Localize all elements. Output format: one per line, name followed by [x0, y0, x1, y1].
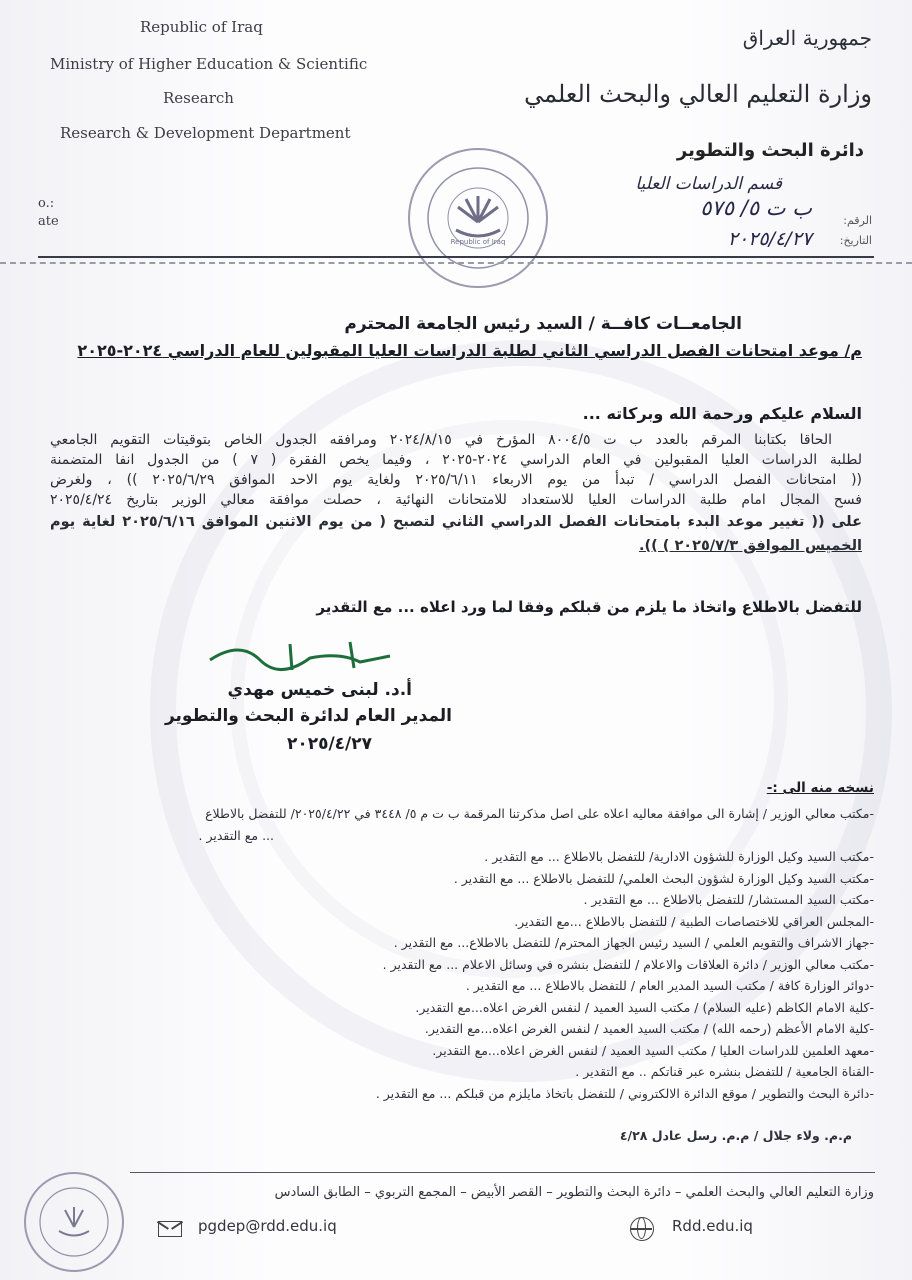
- copy-item: -كلية الامام الكاظم (عليه السلام) / مكتب السيد العميد / لنفس الغرض اعلاه...مع التقدير.: [415, 999, 874, 1015]
- copy-item: -مكتب السيد وكيل الوزارة للشؤون الادارية/ للتفضل بالاطلاع ... مع التقدير .: [484, 849, 874, 864]
- ar-department: دائرة البحث والتطوير: [676, 140, 864, 161]
- copy-item: -كلية الامام الأعظم (رحمه الله) / مكتب السيد العميد / لنفس الغرض اعلاه...مع التقدير.: [424, 1021, 874, 1036]
- seal-text: Republic of Iraq: [450, 238, 506, 246]
- seal-emblem-icon: [412, 152, 544, 284]
- en-department: Research & Development Department: [60, 124, 351, 142]
- ar-republic: جمهورية العراق: [742, 26, 872, 50]
- footer-email[interactable]: pgdep@rdd.edu.iq: [198, 1217, 337, 1235]
- date-value-handwritten: ٢٠٢٥/٤/٢٧: [727, 228, 812, 250]
- body-line-6: الخميس الموافق ٢٠٢٥/٧/٣ ) )).: [638, 538, 862, 554]
- body-line-2: لطلبة الدراسات العليا المقبولين في العام الدراسي ٢٠٢٤-٢٠٢٥ ، وفيما يخص الفقرة ( ٧ ) من الجدول انفا المتضمنة: [50, 452, 862, 468]
- copy-item: -مكتب معالي الوزير / إشارة الى موافقة معاليه اعلاه على اصل مذكرتنا المرقمة ب ت م ٥/ ٣٤٤٨ في ٢٠٢٥/٤/٢٢/ للتفضل بالاطلاع: [205, 806, 874, 821]
- copy-item: -مكتب السيد المستشار/ للتفضل بالاطلاع ... مع التقدير .: [583, 892, 874, 907]
- subject: م/ موعد امتحانات الفصل الدراسي الثاني لطلبة الدراسات العليا المقبولين للعام الدراسي ٢٠٢٤-٢٠٢٥: [77, 341, 862, 360]
- greeting: السلام عليكم ورحمة الله وبركاته ...: [582, 404, 862, 423]
- footer-address: وزارة التعليم العالي والبحث العلمي – دائرة البحث والتطوير – القصر الأبيض – المجمع التربوي – الطابق السادس: [274, 1185, 874, 1200]
- ar-section-handwritten: قسم الدراسات العليا: [635, 174, 782, 194]
- ref-value-handwritten: ب ت ٥/ ٥٧٥: [700, 196, 812, 220]
- footer-website[interactable]: Rdd.edu.iq: [672, 1217, 753, 1235]
- copies-heading: نسخه منه الى :-: [766, 780, 874, 796]
- letter-body: [50, 430, 862, 558]
- ministry-seal: [408, 148, 548, 288]
- copy-item: -دوائر الوزارة كافة / مكتب السيد المدير العام / للتفضل بالاطلاع ... مع التقدير .: [465, 978, 874, 993]
- body-line-3: (( امتحانات الفصل الدراسي / تبدأ من يوم الاربعاء ٢٠٢٥/٦/١١ ولغاية يوم الاحد الموافق ٢٠٢٥/٦/٢٩ )) ، ولغرض: [50, 472, 862, 488]
- en-ministry: Ministry of Higher Education & Scientific: [50, 55, 368, 73]
- copy-item: -دائرة البحث والتطوير / موقع الدائرة الالكتروني / للتفضل باتخاذ مايلزم من قبلكم ... مع التقدير .: [375, 1085, 874, 1101]
- closing-line: للتفضل بالاطلاع واتخاذ ما يلزم من قبلكم وفقا لما ورد اعلاه ... مع التقدير: [316, 598, 862, 616]
- en-date-label: ate: [38, 214, 59, 229]
- copy-item: -القناة الجامعية / للتفضل بنشره عبر قناتكم .. مع التقدير .: [575, 1064, 874, 1079]
- copy-item: ... مع التقدير .: [198, 827, 274, 843]
- globe-icon: [630, 1217, 654, 1241]
- body-line-5: على (( تغيير موعد البدء بامتحانات الفصل الدراسي الثاني لتصبح ( من يوم الاثنين الموافق ٢٠٢٥/٦/١٦ لغاية يوم: [50, 514, 862, 530]
- en-republic: Republic of Iraq: [140, 18, 263, 36]
- header-divider: [38, 256, 874, 258]
- copy-item: -معهد العلمين للدراسات العليا / مكتب السيد العميد / لنفس الغرض اعلاه...مع التقدير.: [432, 1042, 874, 1058]
- en-research: Research: [163, 89, 234, 107]
- copies-list: [34, 803, 874, 1104]
- copy-item: -المجلس العراقي للاختصاصات الطبية / للتفضل بالاطلاع ...مع التقدير.: [514, 913, 874, 929]
- footer-divider: [130, 1172, 875, 1173]
- ar-ministry: وزارة التعليم العالي والبحث العلمي: [524, 80, 872, 108]
- sign-date: ٢٠٢٥/٤/٢٧: [286, 734, 372, 754]
- body-line-1: الحاقا بكتابنا المرقم بالعدد ب ت ٨٠٠٤/٥ المؤرخ في ٢٠٢٤/٨/١٥ ومرافقه الجدول الخاص بتوقيتات التقويم الجامعي: [50, 432, 832, 448]
- copy-item: -مكتب السيد وكيل الوزارة لشؤون البحث العلمي/ للتفضل بالاطلاع ... مع التقدير .: [453, 870, 874, 886]
- copy-item: -مكتب معالي الوزير / دائرة العلاقات والاعلام / للتفضل بنشره في وسائل الاعلام ... مع التقدير .: [382, 956, 874, 972]
- signature-icon: [200, 630, 410, 680]
- header-dash-divider: [0, 262, 912, 264]
- body-line-4: فسح المجال امام طلبة الدراسات العليا للاستعداد للامتحانات النهائية ، حصلت موافقة معالي الوزير بتاريخ ٢٠٢٥/٤/٢٤: [50, 492, 862, 508]
- footer-seal: [24, 1172, 124, 1272]
- signer-title: المدير العام لدائرة البحث والتطوير: [164, 706, 452, 726]
- initials: م.م. ولاء جلال / م.م. رسل عادل ٤/٢٨: [619, 1128, 852, 1143]
- footer-seal-emblem-icon: [29, 1177, 119, 1267]
- envelope-icon: [158, 1221, 182, 1237]
- copy-item: -جهاز الاشراف والتقويم العلمي / السيد رئيس الجهاز المحترم/ للتفضل بالاطلاع... مع التقدير .: [393, 935, 874, 950]
- date-label: التاريخ:: [839, 234, 872, 247]
- signer-name: أ.د. لبنى خميس مهدي: [227, 680, 412, 700]
- addressee: الجامعــات كافــة / السيد رئيس الجامعة المحترم: [344, 314, 742, 334]
- en-no-label: o.:: [38, 196, 55, 211]
- ref-label: الرقم:: [843, 214, 872, 227]
